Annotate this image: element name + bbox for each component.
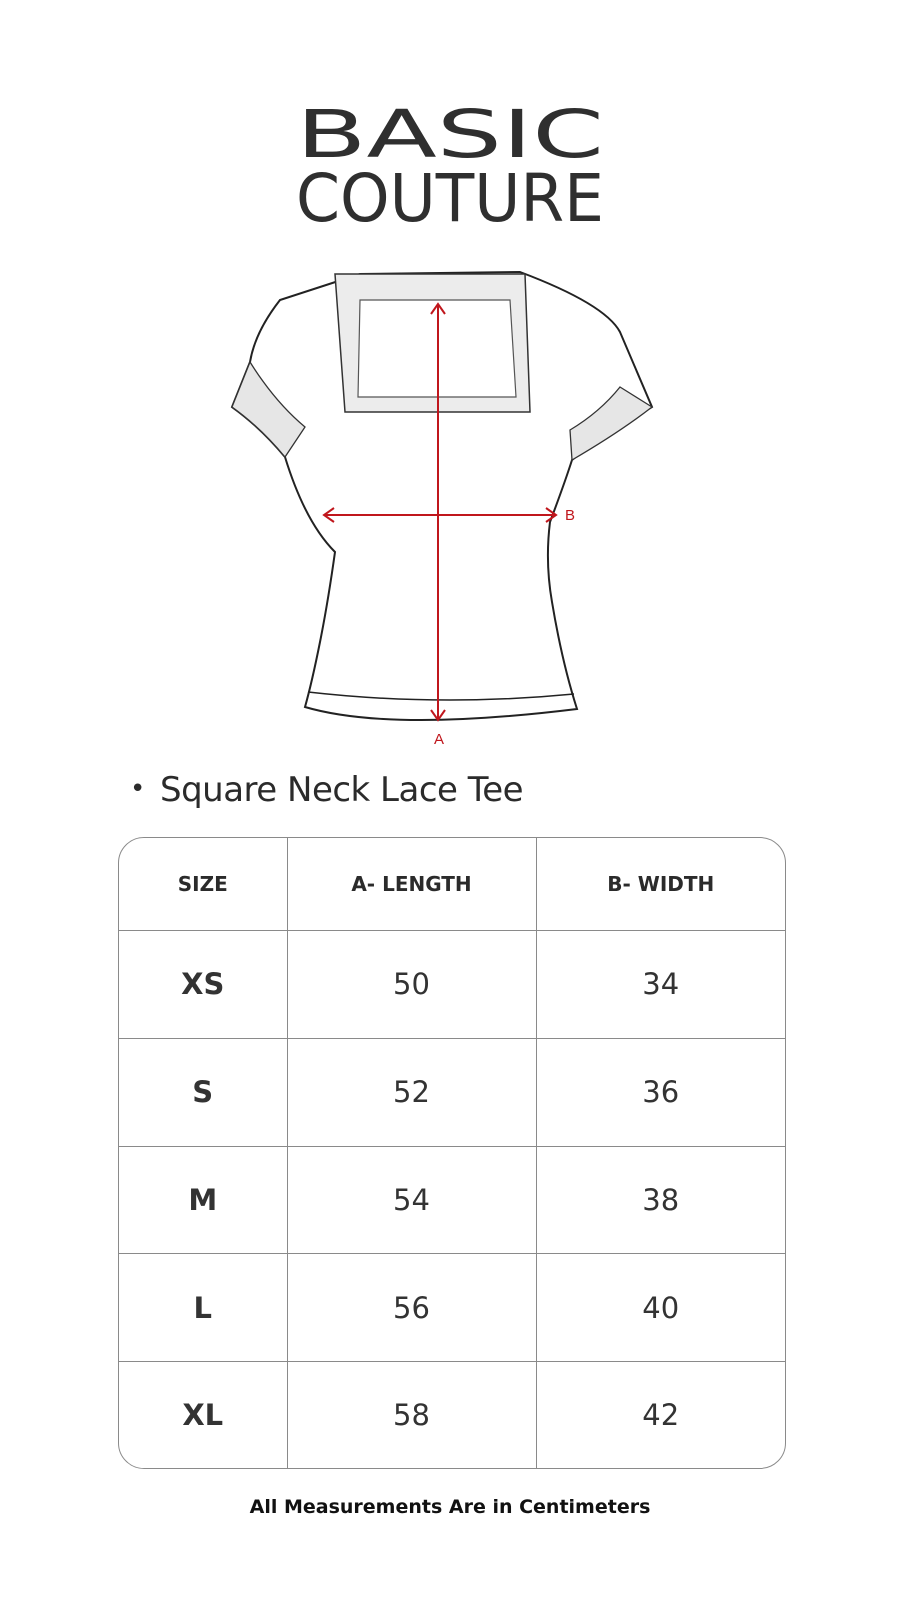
table-row	[119, 1038, 785, 1146]
width-cell: 40	[536, 1254, 785, 1362]
table-row	[119, 1254, 785, 1362]
size-cell: XL	[119, 1362, 287, 1468]
length-cell: 58	[287, 1362, 536, 1468]
size-cell: L	[119, 1254, 287, 1362]
length-cell: 56	[287, 1254, 536, 1362]
table-row	[119, 931, 785, 1039]
garment-diagram	[220, 262, 680, 762]
header-width: B- WIDTH	[536, 838, 785, 931]
measure-b-label: B	[564, 507, 576, 524]
product-title	[130, 770, 523, 810]
table-header-row	[119, 838, 785, 931]
size-cell: M	[119, 1146, 287, 1254]
length-cell: 52	[287, 1038, 536, 1146]
product-name: Square Neck Lace Tee	[160, 770, 524, 810]
size-cell: S	[119, 1038, 287, 1146]
table-row	[119, 1362, 785, 1468]
brand-line-1: BASIC	[296, 96, 604, 173]
bullet-icon: •	[130, 774, 145, 804]
measure-a-label: A	[433, 731, 445, 748]
length-cell: 50	[287, 931, 536, 1039]
header-length: A- LENGTH	[287, 838, 536, 931]
width-cell: 36	[536, 1038, 785, 1146]
brand-line-2: COUTURE	[296, 160, 604, 235]
width-cell: 42	[642, 1398, 680, 1433]
width-cell: 34	[536, 931, 785, 1039]
width-cell: 38	[536, 1146, 785, 1254]
size-cell: XS	[119, 931, 287, 1039]
brand-logo	[0, 95, 900, 235]
header-size: SIZE	[119, 838, 287, 931]
table-row	[119, 1146, 785, 1254]
length-cell: 54	[287, 1146, 536, 1254]
measurement-note: All Measurements Are in Centimeters	[249, 1496, 651, 1518]
size-chart-table	[118, 837, 786, 1469]
